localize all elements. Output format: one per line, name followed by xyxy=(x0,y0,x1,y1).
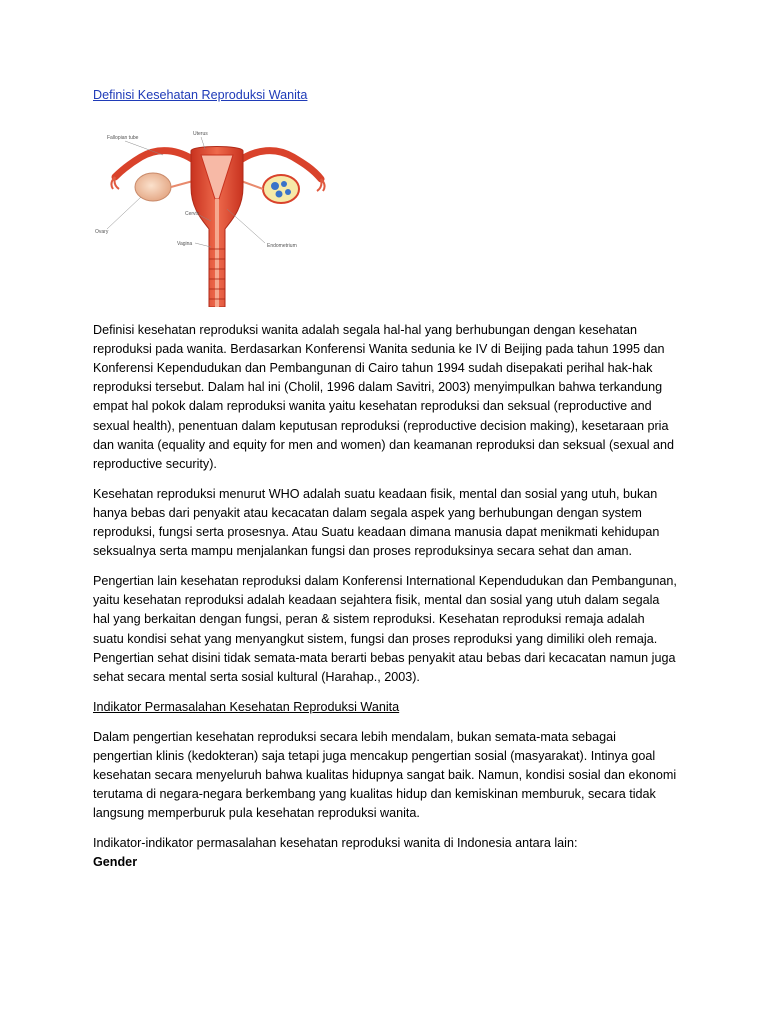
paragraph-pengertian-mendalam: Dalam pengertian kesehatan reproduksi secara lebih mendalam, bukan semata-mata sebagai pengertian klinis (kedokteran) saja tetapi juga mencakup pengertian sosial (masyarakat). Intinya goal kesehatan secara menyeluruh bahwa kualitas hidupnya sangat baik. Namun, kondisi sosial dan ekonomi terutama di negara-negara berkembang yang kualitas hidup dan kemiskinan memburuk, secara tidak langsung memperburuk pula kesehatan reproduksi wanita. xyxy=(93,729,677,821)
label-ovary: Ovary xyxy=(95,229,109,236)
label-vagina: Vagina xyxy=(177,241,193,248)
label-endometrium: Endometrium xyxy=(267,243,297,250)
paragraph-indikator-list-intro: Indikator-indikator permasalahan kesehatan reproduksi wanita di Indonesia antara lain: xyxy=(93,836,578,851)
uterus-anatomy-figure xyxy=(93,129,343,307)
paragraph-who: Kesehatan reproduksi menurut WHO adalah suatu keadaan fisik, mental dan sosial yang utuh, bukan hanya bebas dari penyakit atau kecacatan dalam segala aspek yang berhubungan dengan system reproduksi, fungsi serta prosesnya. Atau Suatu keadaan dimana manusia dapat menikmati kehidupan seksualnya serta mampu menjalankan fungsi dan proses reproduksinya secara sehat dan aman. xyxy=(93,486,660,559)
heading-gender: Gender xyxy=(93,855,138,870)
label-fallopian-tube: Fallopian tube xyxy=(107,135,139,142)
label-uterus: Uterus xyxy=(193,131,208,138)
heading-indikator: Indikator Permasalahan Kesehatan Reproduksi Wanita xyxy=(93,699,400,714)
document-body xyxy=(93,86,678,873)
heading-definisi-link[interactable]: Definisi Kesehatan Reproduksi Wanita xyxy=(93,88,308,102)
paragraph-pengertian-lain: Pengertian lain kesehatan reproduksi dalam Konferensi International Kependudukan dan Pembangunan, yaitu kesehatan reproduksi adalah keadaan sejahtera fisik, mental dan sosial yang utuh dalam segala hal yang berkaitan dengan fungsi, peran & sistem reproduksi. Kesehatan reproduksi remaja adalah suatu kondisi sehat yang menyangkut sistem, fungsi dan proses reproduksi yang dimiliki oleh remaja. Pengertian sehat disini tidak semata-mata berarti bebas penyakit atau bebas dari kecacatan namun juga sehat secara mental serta sosial kultural (Harahap., 2003). xyxy=(93,574,677,684)
paragraph-definisi: Definisi kesehatan reproduksi wanita adalah segala hal-hal yang berhubungan dengan kesehatan reproduksi pada wanita. Berdasarkan Konferensi Wanita sedunia ke IV di Beijing pada tahun 1995 dan Konferensi Kependudukan dan Pembangunan di Cairo tahun 1994 sudah disepakati perihal hak-hak reproduksi tersebut. Dalam hal ini (Cholil, 1996 dalam Savitri, 2003) menyimpulkan bahwa terkandung empat hal pokok dalam reproduksi wanita yaitu kesehatan reproduksi dan seksual (reproductive and sexual health), penentuan dalam keputusan reproduksi (reproductive decision making), kesetaraan pria dan wanita (equality and equity for men and women) dan keamanan reproduksi dan seksual (sexual and reproductive security). xyxy=(93,323,675,471)
uterus-anatomy-illustration xyxy=(93,129,343,307)
label-cervix: Cervix xyxy=(185,211,200,218)
